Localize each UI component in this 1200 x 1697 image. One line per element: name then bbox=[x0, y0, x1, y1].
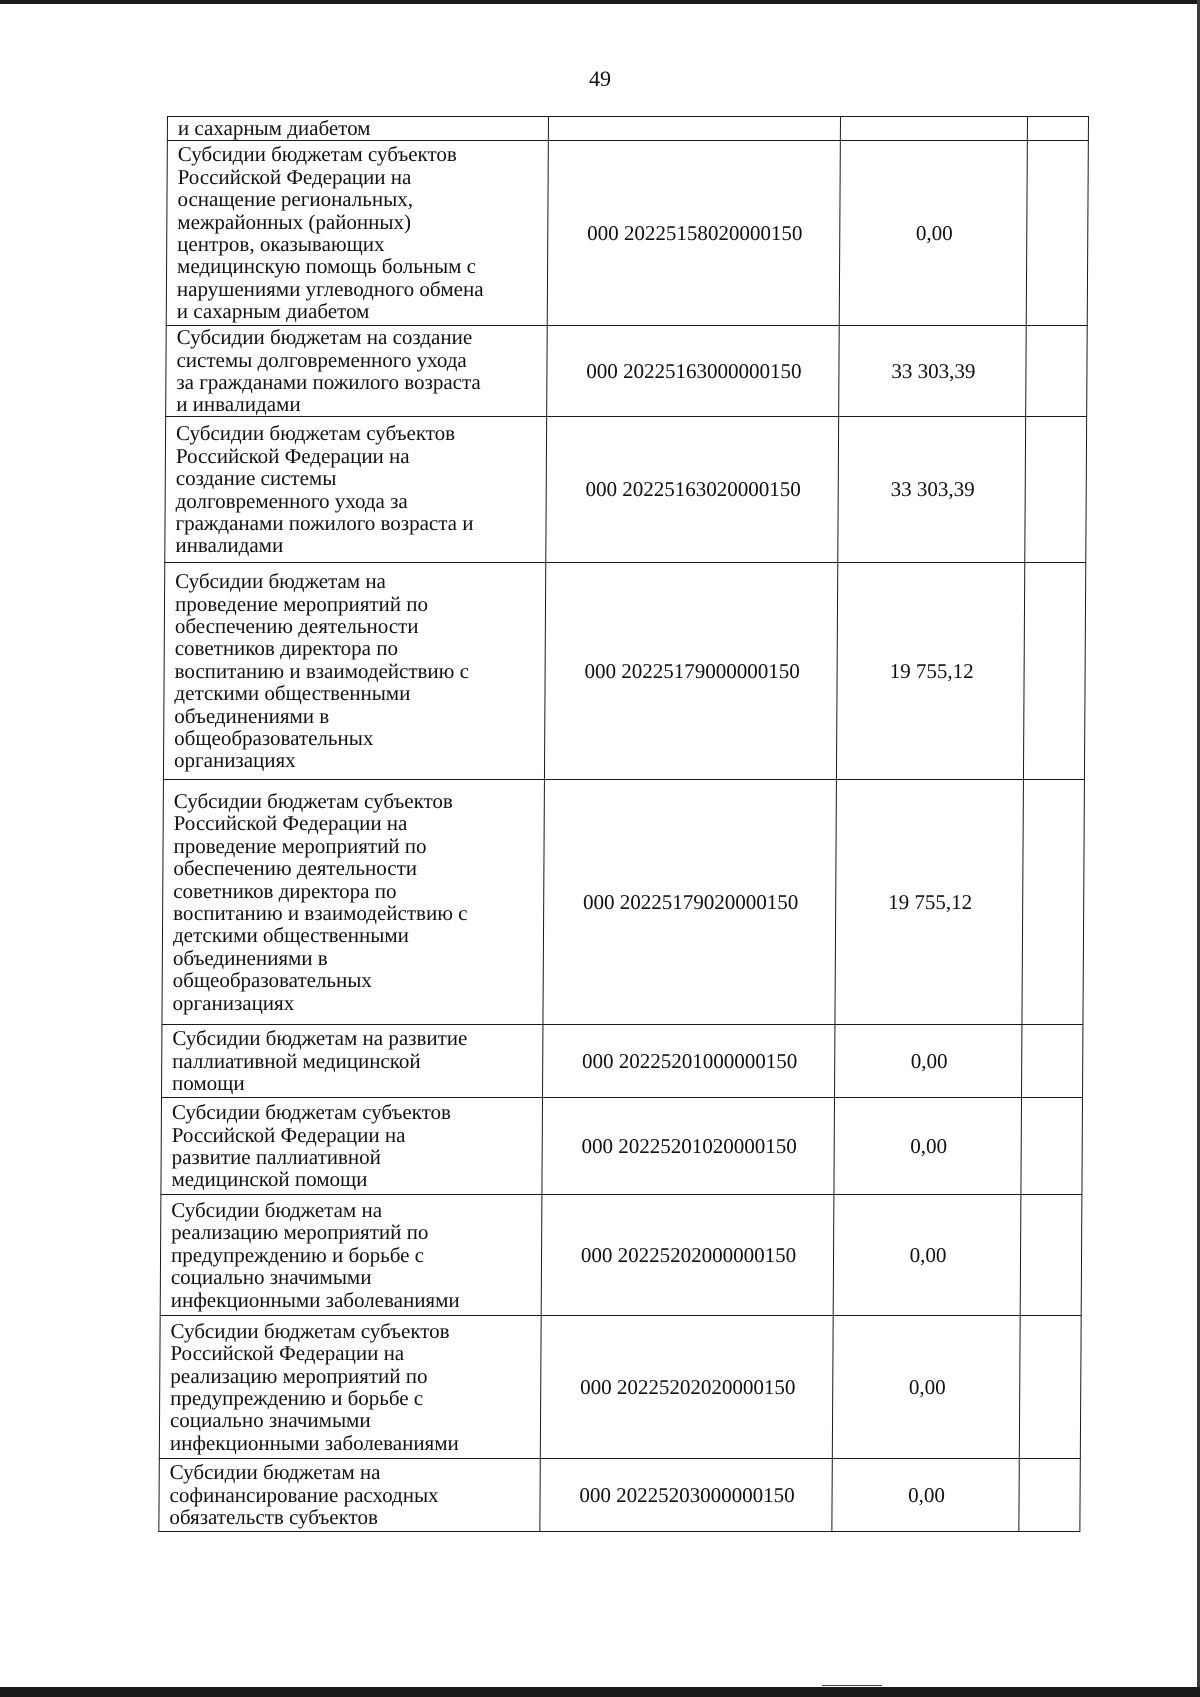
row-name: Субсидии бюджетам на создание системы долговременного ухода за гражданами пожилого возраста и инвалидами bbox=[166, 326, 548, 417]
row-amount: 0,00 bbox=[839, 141, 1027, 326]
row-extra bbox=[1022, 1025, 1083, 1098]
row-code: 000 20225201000000150 bbox=[543, 1025, 835, 1098]
row-amount: 0,00 bbox=[835, 1025, 1022, 1098]
table-row bbox=[163, 563, 1085, 780]
row-code: 000 20225163020000150 bbox=[546, 417, 839, 563]
row-amount: 19 755,12 bbox=[835, 780, 1023, 1025]
table-row bbox=[160, 1195, 1082, 1316]
table-row bbox=[162, 780, 1084, 1025]
row-extra bbox=[1023, 563, 1085, 780]
table-row bbox=[167, 117, 1088, 141]
table-row bbox=[165, 417, 1087, 563]
table-row bbox=[166, 326, 1088, 417]
row-amount: 0,00 bbox=[833, 1195, 1021, 1316]
table-row bbox=[162, 1025, 1083, 1098]
row-extra bbox=[1026, 326, 1088, 417]
row-name: Субсидии бюджетам на реализацию мероприятий по предупреждению и борьбе с социально значимыми инфекционными заболеваниями bbox=[160, 1195, 542, 1316]
row-name: Субсидии бюджетам субъектов Российской Федерации на развитие паллиативной медицинской помощи bbox=[161, 1098, 543, 1195]
row-amount: 0,00 bbox=[832, 1316, 1020, 1459]
row-code: 000 20225163000000150 bbox=[547, 326, 840, 417]
page-number: 49 bbox=[589, 66, 611, 91]
row-code: 000 20225179000000150 bbox=[544, 563, 837, 780]
row-extra bbox=[1027, 117, 1088, 141]
row-code: 000 20225158020000150 bbox=[547, 141, 840, 326]
row-extra bbox=[1020, 1195, 1082, 1316]
row-name: Субсидии бюджетам на проведение мероприятий по обеспечению деятельности советников директора по воспитанию и взаимодействию с детскими общественными объединениями в общеобразовательных организациях bbox=[163, 563, 545, 780]
row-amount: 0,00 bbox=[832, 1459, 1019, 1532]
row-name: Субсидии бюджетам субъектов Российской Федерации на реализацию мероприятий по предупреждению и борьбе с социально значимыми инфекционными заболеваниями bbox=[159, 1316, 541, 1459]
row-name: Субсидии бюджетам субъектов Российской Федерации на создание системы долговременного ухода за гражданами пожилого возраста и инвалидами bbox=[165, 417, 547, 563]
budget-table bbox=[158, 116, 1089, 1532]
row-amount: 33 303,39 bbox=[839, 326, 1027, 417]
row-extra bbox=[1025, 417, 1087, 563]
row-name: Субсидии бюджетам субъектов Российской Федерации на проведение мероприятий по обеспечению деятельности советников директора по воспитанию и взаимодействию с детскими общественными объединениями в общеобразовательных организациях bbox=[162, 780, 544, 1025]
table-row bbox=[159, 1459, 1080, 1532]
row-code: 000 20225201020000150 bbox=[542, 1098, 835, 1195]
row-name: Субсидии бюджетам на развитие паллиативной медицинской помощи bbox=[162, 1025, 543, 1098]
row-amount bbox=[840, 117, 1027, 141]
row-name: Субсидии бюджетам на софинансирование расходных обязательств субъектов bbox=[159, 1459, 540, 1532]
row-code: 000 20225202020000150 bbox=[540, 1316, 833, 1459]
row-amount: 0,00 bbox=[834, 1098, 1022, 1195]
row-extra bbox=[1019, 1459, 1080, 1532]
row-code bbox=[548, 117, 840, 141]
row-name: и сахарным диабетом bbox=[167, 117, 548, 141]
scan-edge-bottom bbox=[0, 1687, 1200, 1697]
row-extra bbox=[1022, 780, 1084, 1025]
row-code: 000 20225179020000150 bbox=[543, 780, 836, 1025]
row-amount: 19 755,12 bbox=[836, 563, 1024, 780]
row-extra bbox=[1019, 1316, 1081, 1459]
table-row bbox=[166, 141, 1088, 326]
row-code: 000 20225203000000150 bbox=[540, 1459, 832, 1532]
scan-noise-mark bbox=[822, 1685, 882, 1686]
row-name: Субсидии бюджетам субъектов Российской Федерации на оснащение региональных, межрайонных (районных) центров, оказывающих медицинскую помощь больным с нарушениями углеводного обмена и сахарным диабетом bbox=[166, 141, 548, 326]
row-code: 000 20225202000000150 bbox=[541, 1195, 834, 1316]
scan-edge-top bbox=[0, 0, 1200, 4]
table-row bbox=[159, 1316, 1081, 1459]
row-amount: 33 303,39 bbox=[838, 417, 1026, 563]
row-extra bbox=[1026, 141, 1088, 326]
row-extra bbox=[1021, 1098, 1083, 1195]
table-row bbox=[161, 1098, 1083, 1195]
